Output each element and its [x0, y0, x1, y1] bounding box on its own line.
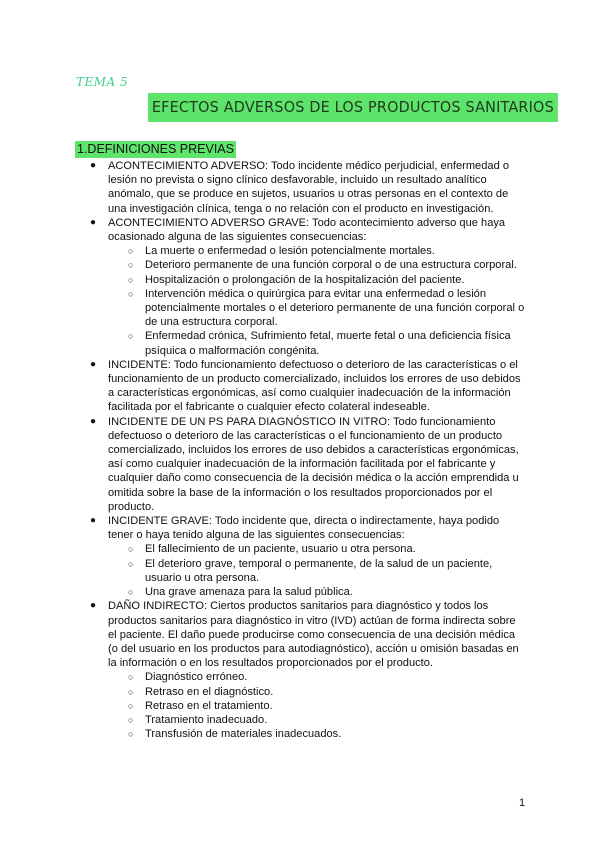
circle-bullet-icon: ○ [128, 274, 134, 285]
item-text: ACONTECIMIENTO ADVERSO GRAVE: Todo acontecimiento adverso que haya ocasionado alguna de las siguientes consecuencias: [108, 216, 506, 244]
sub-list-item [108, 557, 527, 585]
item-text: INCIDENTE DE UN PS PARA DIAGNÓSTICO IN VITRO: Todo funcionamiento defectuoso o deterioro de las características o el funcionamiento de un producto comercializado, incluidos los errores de uso debidos a características ergonómicas, así como cualquier inadecuación de la información facilitada por el fabricante y cualquier daño como consecuencia de la decisión médica o la acción emprendida u omitida sobre la base de la información o los resultados proporcionados por el producto. [108, 415, 519, 513]
sub-item-text: Una grave amenaza para la salud pública. [145, 586, 353, 599]
circle-bullet-icon: ○ [128, 686, 134, 697]
page-number: 1 [519, 797, 526, 809]
item-text: INCIDENTE: Todo funcionamiento defectuoso o deterioro de las características o el funcionamiento de un producto comercializado, incluidos los errores de uso debidos a características ergonómicas, así como cualquier inadecuación de la información facilitada por el fabricante o cualquier efecto colateral indeseable. [108, 358, 521, 414]
list-item [75, 514, 527, 599]
sub-list-item [108, 542, 527, 556]
sub-list-item [108, 685, 527, 699]
section-heading: 1.DEFINICIONES PREVIAS [77, 142, 234, 156]
sub-item-text: Enfermedad crónica, Sufrimiento fetal, muerte fetal o una deficiencia física psíquica o malformación congénita. [145, 330, 511, 357]
sub-list-item [108, 670, 527, 684]
sub-list-item [108, 244, 527, 258]
sub-item-text: Retraso en el tratamiento. [145, 699, 273, 712]
circle-bullet-icon: ○ [128, 246, 134, 257]
sub-list [108, 244, 527, 358]
bullet-icon: ● [90, 358, 97, 370]
sub-item-text: Hospitalización o prolongación de la hospitalización del paciente. [145, 273, 465, 286]
circle-bullet-icon: ○ [128, 558, 134, 569]
sub-list-item [108, 287, 527, 330]
bullet-icon: ● [90, 415, 97, 427]
sub-item-text: Deterioro permanente de una función corporal o de una estructura corporal. [145, 259, 517, 272]
bullet-icon: ● [90, 160, 97, 171]
sub-list [108, 670, 527, 741]
bullet-icon: ● [90, 600, 97, 612]
item-text: ACONTECIMIENTO ADVERSO: Todo incidente médico perjudicial, enfermedad o lesión no prevista o signo clínico desfavorable, incluido un resultado analítico anómalo, que se produce en sujetos, usuarios u otras personas en el contexto de una investigación clínica, tenga o no relación con el producto en investigación. [108, 160, 509, 215]
list-item [75, 415, 527, 514]
circle-bullet-icon: ○ [128, 729, 134, 740]
title-wrapper [148, 93, 575, 122]
sub-list-item [108, 273, 527, 287]
tema-label: TEMA 5 [76, 75, 129, 89]
sub-item-text: Diagnóstico erróneo. [145, 671, 248, 684]
item-text: DAÑO INDIRECTO: Ciertos productos sanitarios para diagnóstico y todos los productos sanitarios para diagnóstico in vitro (IVD) actúan de forma indirecta sobre el paciente. El daño puede producirse como consecuencia de una decisión médica (o del usuario en los productos para autodiagnóstico), acción u omisión basadas en la información o en los resultados proporcionados por el producto. [108, 600, 519, 670]
document-title: EFECTOS ADVERSOS DE LOS PRODUCTOS SANITARIOS [148, 93, 558, 122]
bullet-icon: ● [90, 216, 97, 228]
sub-item-text: Intervención médica o quirúrgica para evitar una enfermedad o lesión potencialmente mortales o el deterioro permanente de una función corporal o de una estructura corporal. [145, 287, 525, 329]
circle-bullet-icon: ○ [128, 544, 134, 555]
list-item [75, 159, 527, 216]
sub-item-text: El deterioro grave, temporal o permanente, de la salud de un paciente, usuario u otra persona. [145, 557, 493, 584]
list-item [75, 216, 527, 358]
sub-item-text: Tratamiento inadecuado. [145, 713, 268, 726]
circle-bullet-icon: ○ [128, 672, 134, 683]
sub-list-item [108, 727, 527, 741]
sub-item-text: La muerte o enfermedad o lesión potencialmente mortales. [145, 245, 435, 258]
sub-item-text: Transfusión de materiales inadecuados. [145, 728, 342, 741]
sub-list-item [108, 258, 527, 272]
sub-list-item [108, 699, 527, 713]
sub-list-item [108, 713, 527, 727]
sub-list-item [108, 585, 527, 599]
sub-item-text: Retraso en el diagnóstico. [145, 685, 274, 698]
sub-list-item [108, 329, 527, 357]
list-item [75, 599, 527, 741]
bullet-icon: ● [90, 515, 97, 527]
item-text: INCIDENTE GRAVE: Todo incidente que, directa o indirectamente, haya podido tener o haya tenido alguna de las siguientes consecuencias: [108, 515, 500, 542]
sub-item-text: El fallecimiento de un paciente, usuario u otra persona. [145, 543, 416, 556]
document-body [75, 159, 527, 741]
definitions-list [75, 159, 527, 741]
circle-bullet-icon: ○ [128, 700, 134, 711]
sub-list [108, 542, 527, 599]
circle-bullet-icon: ○ [128, 331, 134, 342]
list-item [75, 358, 527, 415]
circle-bullet-icon: ○ [128, 260, 134, 271]
circle-bullet-icon: ○ [128, 714, 134, 725]
circle-bullet-icon: ○ [128, 288, 134, 299]
circle-bullet-icon: ○ [128, 587, 134, 598]
